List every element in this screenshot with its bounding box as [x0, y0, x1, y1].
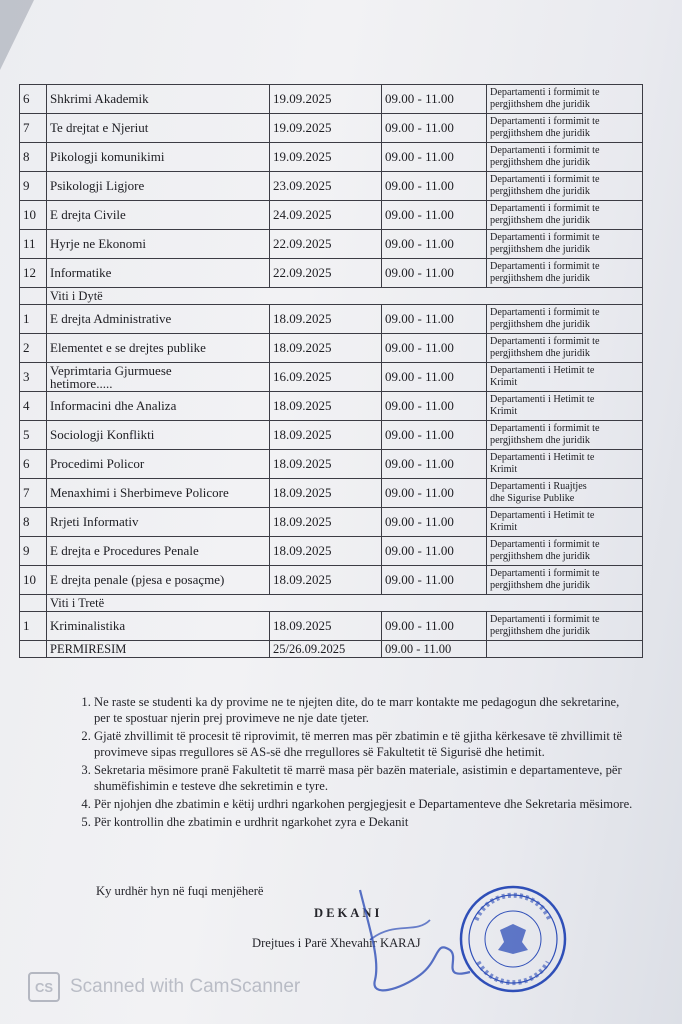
row-number: 7 — [20, 114, 47, 143]
subject-name: Informatike — [50, 265, 112, 280]
exam-date: 18.09.2025 — [270, 566, 382, 595]
exam-time: 09.00 - 11.00 — [382, 201, 487, 230]
table-row — [20, 612, 643, 641]
camscanner-watermark — [28, 972, 300, 1002]
exam-time: 09.00 - 11.00 — [382, 508, 487, 537]
subject-cell — [47, 479, 270, 508]
department-cell — [487, 201, 643, 230]
department-line: dhe Sigurise Publike — [490, 493, 575, 504]
exam-time: 09.00 - 11.00 — [382, 612, 487, 641]
department-line: pergjithshem dhe juridik — [490, 580, 590, 591]
row-number: 9 — [20, 172, 47, 201]
exam-date: 18.09.2025 — [270, 305, 382, 334]
department-line: Departamenti i formimit te — [490, 307, 600, 318]
exam-date: 18.09.2025 — [270, 479, 382, 508]
department-line: pergjithshem dhe juridik — [490, 215, 590, 226]
notes-list — [72, 694, 634, 832]
row-number: 4 — [20, 392, 47, 421]
department-line: pergjithshem dhe juridik — [490, 273, 590, 284]
department-cell — [487, 172, 643, 201]
department-line: Departamenti i formimit te — [490, 539, 600, 550]
department-line: Krimit — [490, 464, 518, 475]
exam-time: 09.00 - 11.00 — [382, 259, 487, 288]
table-row — [20, 537, 643, 566]
table-row — [20, 566, 643, 595]
note-item: 5. Për kontrollin dhe zbatimin e urdhrit ngarkohet zyra e Dekanit — [94, 814, 634, 830]
department-line: Departamenti i formimit te — [490, 568, 600, 579]
department-line: Departamenti i formimit te — [490, 232, 600, 243]
subject-cell — [47, 363, 270, 392]
department-cell — [487, 363, 643, 392]
department-cell — [487, 85, 643, 114]
table-row — [20, 305, 643, 334]
table-row — [20, 259, 643, 288]
department-line: Krimit — [490, 406, 518, 417]
camscanner-logo-icon: CS — [28, 972, 60, 1002]
exam-time: 09.00 - 11.00 — [382, 363, 487, 392]
subject-name: Informacini dhe Analiza — [50, 398, 177, 413]
department-cell — [487, 334, 643, 363]
subject-name: Procedimi Policor — [50, 456, 145, 471]
subject-name: E drejta Administrative — [50, 311, 172, 326]
official-seal — [458, 880, 568, 998]
department-cell — [487, 230, 643, 259]
section-spacer — [20, 595, 47, 612]
subject-cell — [47, 143, 270, 172]
department-line: Departamenti i formimit te — [490, 145, 600, 156]
year-section-label: Viti i Tretë — [47, 595, 643, 612]
subject-name: Rrjeti Informativ — [50, 514, 139, 529]
department-line: Krimit — [490, 522, 518, 533]
dean-title: DEKANI — [314, 906, 383, 920]
table-row — [20, 334, 643, 363]
year-section-label: Viti i Dytë — [47, 288, 643, 305]
department-line: pergjithshem dhe juridik — [490, 626, 590, 637]
exam-time: 09.00 - 11.00 — [382, 114, 487, 143]
table-row — [20, 363, 643, 392]
year-section-row — [20, 595, 643, 612]
subject-name: Te drejtat e Njeriut — [50, 120, 149, 135]
note-item: 2. Gjatë zhvillimit të procesit të riprovimit, të merren mas për zbatimin e të gjitha kërkesave të zhvillimit të provimeve sipas rregullores së AS-së dhe rregullores së Fakultetit të Sigurisë dhe hetimit. — [94, 728, 634, 760]
department-cell — [487, 537, 643, 566]
subject-cell — [47, 114, 270, 143]
year-section-row — [20, 288, 643, 305]
row-number: 5 — [20, 421, 47, 450]
department-line: Departamenti i formimit te — [490, 336, 600, 347]
subject-name: E drejta Civile — [50, 207, 126, 222]
department-line: pergjithshem dhe juridik — [490, 186, 590, 197]
table-row — [20, 392, 643, 421]
department-line: pergjithshem dhe juridik — [490, 128, 590, 139]
department-line: pergjithshem dhe juridik — [490, 348, 590, 359]
subject-name: Elementet e se drejtes publike — [50, 340, 206, 355]
subject-cell — [47, 392, 270, 421]
subject-name: Psikologji Ligjore — [50, 178, 145, 193]
row-number: 9 — [20, 537, 47, 566]
exam-date: 19.09.2025 — [270, 85, 382, 114]
row-number: 10 — [20, 201, 47, 230]
table-row — [20, 172, 643, 201]
table-row — [20, 85, 643, 114]
subject-cell — [47, 230, 270, 259]
department-line: Departamenti i formimit te — [490, 174, 600, 185]
department-line: pergjithshem dhe juridik — [490, 319, 590, 330]
subject-cell — [47, 172, 270, 201]
department-line: pergjithshem dhe juridik — [490, 551, 590, 562]
subject-name: E drejta penale (pjesa e posaçme) — [50, 572, 225, 587]
department-cell — [487, 508, 643, 537]
row-number: 12 — [20, 259, 47, 288]
department-cell — [487, 305, 643, 334]
department-cell — [487, 259, 643, 288]
row-number: 1 — [20, 305, 47, 334]
row-number: 11 — [20, 230, 47, 259]
row-number: 7 — [20, 479, 47, 508]
exam-date: 24.09.2025 — [270, 201, 382, 230]
exam-time: 09.00 - 11.00 — [382, 230, 487, 259]
subject-cell — [47, 305, 270, 334]
department-cell — [487, 392, 643, 421]
department-line: pergjithshem dhe juridik — [490, 244, 590, 255]
exam-date: 22.09.2025 — [270, 230, 382, 259]
table-row — [20, 201, 643, 230]
decree-effect-text: Ky urdhër hyn në fuqi menjëherë — [96, 884, 264, 898]
subject-name: Menaxhimi i Sherbimeve Policore — [50, 485, 229, 500]
table-row — [20, 143, 643, 172]
department-line: Departamenti i Ruajtjes — [490, 481, 587, 492]
exam-time: 09.00 - 11.00 — [382, 172, 487, 201]
subject-name: Hyrje ne Ekonomi — [50, 236, 147, 251]
subject-name: Veprimtaria Gjurmuese — [50, 363, 172, 378]
department-line: Krimit — [490, 377, 518, 388]
improvement-label: PERMIRESIM — [47, 641, 270, 658]
exam-time: 09.00 - 11.00 — [382, 537, 487, 566]
exam-time: 09.00 - 11.00 — [382, 143, 487, 172]
subject-cell — [47, 421, 270, 450]
subject-name: Shkrimi Akademik — [50, 91, 149, 106]
subject-name: Kriminalistika — [50, 618, 126, 633]
department-line: Departamenti i Hetimit te — [490, 394, 595, 405]
exam-date: 18.09.2025 — [270, 334, 382, 363]
watermark-text: Scanned with CamScanner — [70, 976, 301, 997]
improvement-row — [20, 641, 643, 658]
department-line: pergjithshem dhe juridik — [490, 157, 590, 168]
exam-date: 18.09.2025 — [270, 450, 382, 479]
table-row — [20, 479, 643, 508]
note-item: 3. Sekretaria mësimore pranë Fakultetit të marrë masa për bazën materiale, asistimin e departamenteve, për shumëfishimin e testeve dhe sekretimin e tyre. — [94, 762, 634, 794]
department-cell — [487, 143, 643, 172]
department-line: Departamenti i Hetimit te — [490, 452, 595, 463]
subject-name: E drejta e Procedures Penale — [50, 543, 199, 558]
exam-time: 09.00 - 11.00 — [382, 305, 487, 334]
folded-corner-shadow — [0, 0, 34, 70]
department-line: Departamenti i formimit te — [490, 116, 600, 127]
table-row — [20, 230, 643, 259]
row-number: 8 — [20, 143, 47, 172]
row-number: 8 — [20, 508, 47, 537]
department-cell — [487, 566, 643, 595]
row-number: 1 — [20, 612, 47, 641]
department-line: pergjithshem dhe juridik — [490, 435, 590, 446]
department-line: Departamenti i formimit te — [490, 203, 600, 214]
exam-date: 19.09.2025 — [270, 143, 382, 172]
subject-cell — [47, 566, 270, 595]
table-row — [20, 508, 643, 537]
department-line: Departamenti i formimit te — [490, 87, 600, 98]
row-number: 2 — [20, 334, 47, 363]
department-line: Departamenti i formimit te — [490, 423, 600, 434]
subject-name: Pikologji komunikimi — [50, 149, 165, 164]
department-line: Departamenti i formimit te — [490, 261, 600, 272]
exam-time: 09.00 - 11.00 — [382, 479, 487, 508]
subject-cell — [47, 537, 270, 566]
department-cell — [487, 479, 643, 508]
table-row — [20, 421, 643, 450]
row-number: 10 — [20, 566, 47, 595]
subject-name-cont: hetimore..... — [50, 376, 113, 391]
subject-cell — [47, 612, 270, 641]
note-item: 4. Për njohjen dhe zbatimin e këtij urdhri ngarkohen pergjegjesit e Departamenteve dhe Sekretaria mësimore. — [94, 796, 634, 812]
subject-name: Sociologji Konflikti — [50, 427, 155, 442]
department-cell — [487, 114, 643, 143]
exam-time: 09.00 - 11.00 — [382, 450, 487, 479]
exam-schedule-table — [19, 84, 643, 658]
exam-date: 22.09.2025 — [270, 259, 382, 288]
subject-cell — [47, 201, 270, 230]
subject-cell — [47, 259, 270, 288]
table-row — [20, 114, 643, 143]
department-line: Departamenti i Hetimit te — [490, 510, 595, 521]
section-spacer — [20, 288, 47, 305]
improvement-time: 09.00 - 11.00 — [382, 641, 487, 658]
exam-time: 09.00 - 11.00 — [382, 566, 487, 595]
exam-time: 09.00 - 11.00 — [382, 334, 487, 363]
exam-date: 18.09.2025 — [270, 537, 382, 566]
department-cell — [487, 450, 643, 479]
exam-time: 09.00 - 11.00 — [382, 421, 487, 450]
table-row — [20, 450, 643, 479]
subject-cell — [47, 334, 270, 363]
exam-time: 09.00 - 11.00 — [382, 85, 487, 114]
subject-cell — [47, 85, 270, 114]
department-line: Departamenti i formimit te — [490, 614, 600, 625]
department-line: Departamenti i Hetimit te — [490, 365, 595, 376]
subject-cell — [47, 450, 270, 479]
department-line: pergjithshem dhe juridik — [490, 99, 590, 110]
exam-date: 16.09.2025 — [270, 363, 382, 392]
exam-date: 19.09.2025 — [270, 114, 382, 143]
improvement-date: 25/26.09.2025 — [270, 641, 382, 658]
exam-date: 18.09.2025 — [270, 508, 382, 537]
exam-time: 09.00 - 11.00 — [382, 392, 487, 421]
department-cell — [487, 612, 643, 641]
row-number: 6 — [20, 450, 47, 479]
exam-date: 18.09.2025 — [270, 392, 382, 421]
signer-name: Drejtues i Parë Xhevahir KARAJ — [252, 936, 421, 950]
improvement-dept-empty — [487, 641, 643, 658]
note-item: 1. Ne raste se studenti ka dy provime ne te njejten dite, do te marr kontakte me pedagogun dhe sekretarine, per te spostuar njerin prej provimeve ne nje date tjeter. — [94, 694, 634, 726]
row-number-empty — [20, 641, 47, 658]
row-number: 6 — [20, 85, 47, 114]
row-number: 3 — [20, 363, 47, 392]
exam-date: 18.09.2025 — [270, 612, 382, 641]
exam-date: 23.09.2025 — [270, 172, 382, 201]
subject-cell — [47, 508, 270, 537]
department-cell — [487, 421, 643, 450]
exam-date: 18.09.2025 — [270, 421, 382, 450]
